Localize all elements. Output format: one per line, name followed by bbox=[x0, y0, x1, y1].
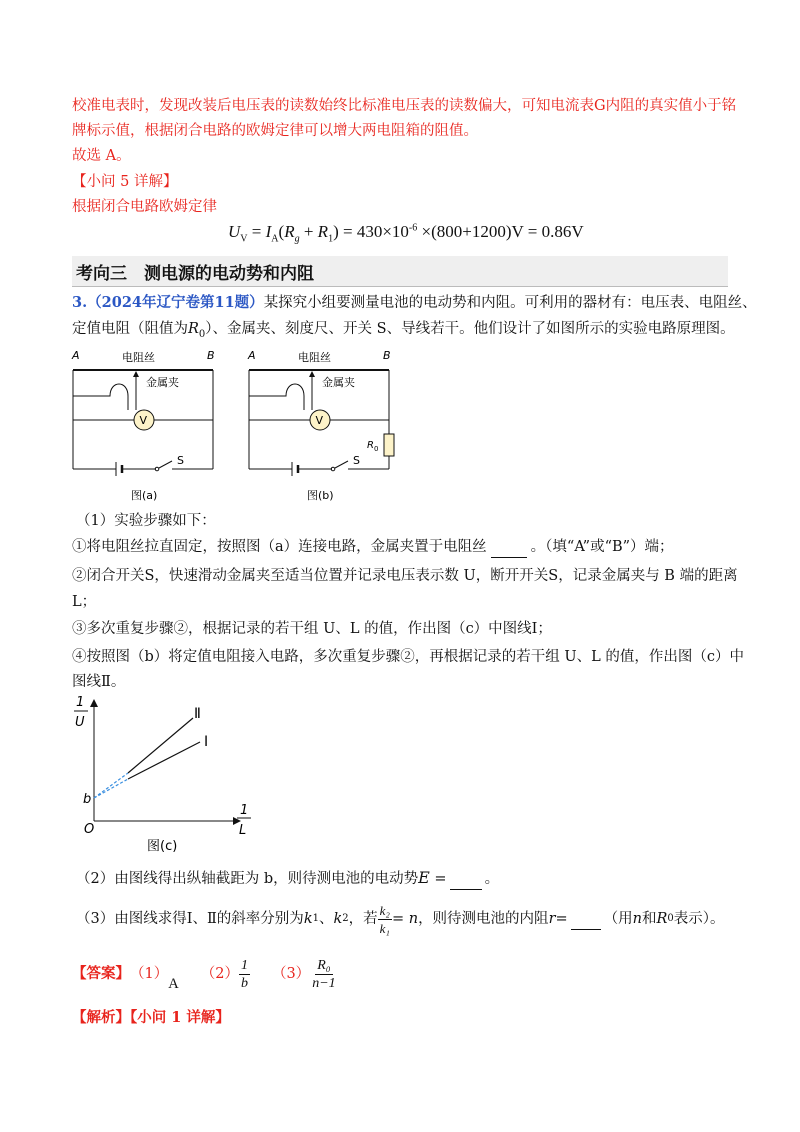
line-1-extrapolation bbox=[94, 779, 128, 798]
answer-label: 【答案】 bbox=[72, 965, 130, 982]
step-1: ①将电阻丝拉直固定，按照图（a）连接电路，金属夹置于电阻丝 。（填“A”或“B”）端； bbox=[72, 537, 674, 558]
terminal-a-label: A bbox=[72, 349, 80, 362]
question-intro-line-1: 3.（2024年辽宁卷第11题）某探究小组要测量电池的电动势和内阻。可利用的器材有：电压表、电阻丝、 bbox=[72, 294, 757, 311]
answer-2-fraction: $\frac{1}{b}$ bbox=[240, 957, 248, 991]
answer-blank-3[interactable] bbox=[571, 909, 601, 930]
switch-label: S bbox=[177, 454, 184, 467]
solution-conclusion: 故选 A。 bbox=[72, 148, 131, 164]
switch-icon bbox=[331, 461, 348, 471]
section-heading: 考向三 测电源的电动势和内阻 bbox=[76, 264, 314, 284]
line-2-label: Ⅱ bbox=[194, 706, 201, 722]
resistor-r0-label: R bbox=[367, 440, 374, 451]
metal-clip-icon bbox=[133, 371, 139, 377]
switch-label: S bbox=[353, 454, 360, 467]
question-number: 3. bbox=[72, 294, 88, 311]
voltmeter-label: V bbox=[139, 414, 148, 427]
question-2: （2）由图线得出纵轴截距为 b，则待测电池的电动势E = 。 bbox=[76, 868, 499, 890]
battery-icon bbox=[116, 462, 122, 476]
voltmeter-label: V bbox=[315, 414, 324, 427]
step-4-line-1: ④按照图（b）将定值电阻接入电路，多次重复步骤②，再根据记录的若干组 U、L 的值，作出图（c）中 bbox=[72, 649, 744, 665]
figure-b-caption: 图(b) bbox=[307, 489, 334, 502]
line-1 bbox=[128, 742, 200, 779]
figure-c-caption: 图(c) bbox=[147, 839, 178, 854]
voltmeter-icon bbox=[134, 410, 154, 430]
resistance-wire-label: 电阻丝 bbox=[298, 351, 331, 364]
terminal-a-label: A bbox=[248, 349, 256, 362]
sub-question-1-label: 【小问 1 详解】 bbox=[130, 1009, 230, 1026]
voltmeter-icon bbox=[310, 410, 330, 430]
slope-ratio-fraction: $\frac{\text{k₂}}{\text{k₁}}$ bbox=[379, 902, 390, 936]
question-intro-line-2: 定值电阻（阻值为$R_0$）、金属夹、刻度尺、开关 S、导线若干。他们设计了如图所示的实验电路原理图。 bbox=[72, 321, 735, 340]
step-4-line-2: 图线Ⅱ。 bbox=[72, 674, 126, 690]
line-2 bbox=[128, 718, 193, 773]
answer-3-fraction: $\frac{\text{R₀}}{n-1}$ bbox=[312, 957, 336, 991]
graph-c bbox=[70, 690, 270, 860]
metal-clip-label: 金属夹 bbox=[322, 376, 355, 389]
step-3: ③多次重复步骤②，根据记录的若干组 U、L 的值，作出图（c）中图线Ⅰ； bbox=[72, 621, 552, 637]
resistance-wire-label: 电阻丝 bbox=[122, 351, 155, 364]
metal-clip-label: 金属夹 bbox=[146, 376, 179, 389]
steps-heading: （1）实验步骤如下： bbox=[76, 513, 216, 529]
question-3: （3）由图线求得Ⅰ、Ⅱ的斜率分别为 k 1 、 k 2 ，若 $\frac{\text{k₂}}{\text{k₁}}$ = n ，则待测电池的内阻 r = （用 n 和 R 0 表示）。 bbox=[76, 902, 725, 936]
line-2-extrapolation bbox=[94, 773, 128, 798]
y-axis-numerator: 1 bbox=[76, 695, 85, 710]
resistor-r0-icon bbox=[384, 434, 394, 456]
sub-question-5-text: 根据闭合电路欧姆定律 bbox=[72, 199, 217, 215]
y-axis-denominator: U bbox=[75, 715, 85, 730]
terminal-b-label: B bbox=[383, 349, 391, 362]
resistor-r0-subscript: 0 bbox=[374, 445, 379, 453]
answer-1: A bbox=[168, 976, 179, 992]
battery-icon bbox=[292, 462, 298, 476]
switch-icon bbox=[155, 461, 172, 471]
analysis-label: 【解析】 bbox=[72, 1009, 130, 1026]
answer-line: 【答案】 （1） A （2） $\frac{1}{b}$ （3） $\frac{\text{R₀}}{n-1}$ bbox=[72, 957, 336, 992]
x-axis-denominator: L bbox=[239, 823, 247, 838]
step-2-line-1: ②闭合开关S，快速滑动金属夹至适当位置并记录电压表示数 U，断开开关S，记录金属夹与 B 端的距离 bbox=[72, 568, 738, 584]
analysis-heading bbox=[72, 1008, 230, 1028]
solution-line-1: 校准电表时，发现改装后电压表的读数始终比标准电压表的读数偏大，可知电流表G内阻的真实值小于铭 bbox=[72, 98, 737, 114]
metal-clip-icon bbox=[309, 371, 315, 377]
figure-a-caption: 图(a) bbox=[131, 489, 158, 502]
circuit-diagram-a bbox=[64, 346, 234, 504]
ohm-law-formula: $U_V = I_A(R_g + R_1) = 430\times 10^{-6} \times(800+1200)V = 0.86V$ bbox=[228, 222, 584, 245]
origin-label: O bbox=[84, 822, 95, 837]
step-2-line-2: L； bbox=[72, 594, 97, 610]
question-source: （2024年辽宁卷第11题） bbox=[87, 294, 264, 311]
line-1-label: Ⅰ bbox=[204, 734, 209, 750]
circuit-diagram-b bbox=[240, 346, 410, 504]
solution-line-2: 牌标示值，根据闭合电路的欧姆定律可以增大两电阻箱的阻值。 bbox=[72, 123, 478, 139]
answer-blank-2[interactable] bbox=[450, 869, 482, 890]
answer-blank-1[interactable] bbox=[491, 537, 527, 558]
intercept-label: b bbox=[83, 792, 92, 807]
x-axis-numerator: 1 bbox=[240, 803, 249, 818]
terminal-b-label: B bbox=[207, 349, 215, 362]
sub-question-5-label: 【小问 5 详解】 bbox=[72, 174, 178, 190]
